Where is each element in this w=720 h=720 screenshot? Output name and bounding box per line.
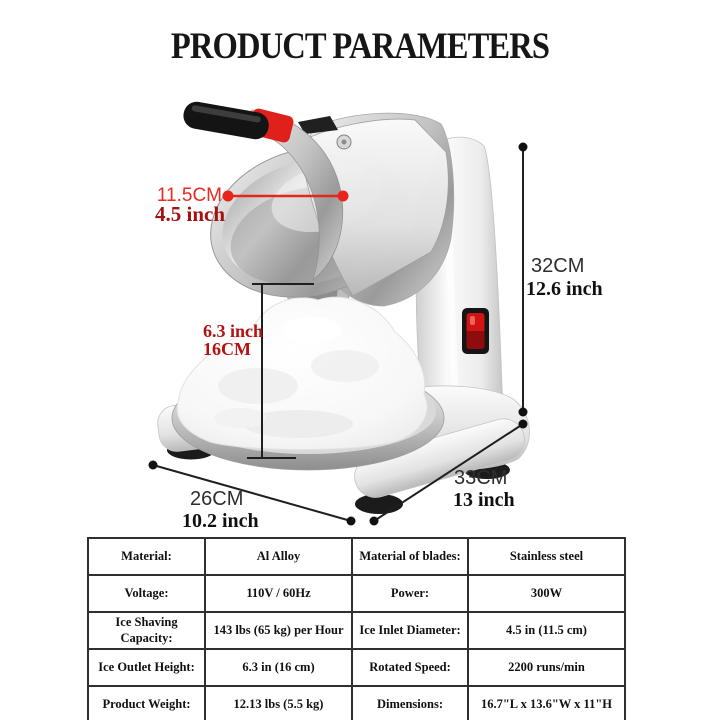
handle-grip[interactable] bbox=[181, 100, 270, 142]
machine-height-cm-label: 32CM bbox=[531, 255, 585, 277]
power-switch[interactable] bbox=[462, 308, 489, 354]
spec-label: Ice Outlet Height: bbox=[88, 649, 205, 686]
spec-label: Ice Shaving Capacity: bbox=[88, 612, 205, 649]
spec-label: Product Weight: bbox=[88, 686, 205, 720]
spec-value: 143 lbs (65 kg) per Hour bbox=[205, 612, 352, 649]
spec-row bbox=[88, 575, 625, 612]
outlet-height-inch-label: 6.3 inch bbox=[203, 321, 264, 341]
spec-label: Material: bbox=[88, 538, 205, 575]
spec-label: Rotated Speed: bbox=[352, 649, 468, 686]
spec-row bbox=[88, 612, 625, 649]
base-depth-inch-label: 10.2 inch bbox=[182, 510, 259, 532]
machine-height-inch-label: 12.6 inch bbox=[526, 278, 603, 300]
spec-value: Al Alloy bbox=[205, 538, 352, 575]
spec-value: Stainless steel bbox=[468, 538, 625, 575]
spec-label: Material of blades: bbox=[352, 538, 468, 575]
spec-label: Ice Inlet Diameter: bbox=[352, 612, 468, 649]
spec-row bbox=[88, 686, 625, 720]
spec-row bbox=[88, 649, 625, 686]
spec-label: Voltage: bbox=[88, 575, 205, 612]
spec-value: 4.5 in (11.5 cm) bbox=[468, 612, 625, 649]
spec-row bbox=[88, 538, 625, 575]
spec-label: Power: bbox=[352, 575, 468, 612]
ice-shaver-machine bbox=[156, 100, 530, 514]
base-width-inch-label: 13 inch bbox=[453, 489, 515, 511]
base-depth-cm-label: 26CM bbox=[190, 488, 244, 510]
spec-value: 16.7"L x 13.6"W x 11"H bbox=[468, 686, 625, 720]
outlet-height-cm-label: 16CM bbox=[203, 339, 251, 359]
spec-value: 300W bbox=[468, 575, 625, 612]
base-width-cm-label: 33CM bbox=[454, 467, 508, 489]
page-title: PRODUCT PARAMETERS bbox=[170, 26, 550, 67]
spec-value: 6.3 in (16 cm) bbox=[205, 649, 352, 686]
spec-value: 110V / 60Hz bbox=[205, 575, 352, 612]
spec-value: 12.13 lbs (5.5 kg) bbox=[205, 686, 352, 720]
spec-table bbox=[87, 537, 626, 720]
spec-value: 2200 runs/min bbox=[468, 649, 625, 686]
spec-label: Dimensions: bbox=[352, 686, 468, 720]
inlet-diameter-cm-label: 11.5CM bbox=[156, 185, 222, 206]
inlet-diameter-inch-label: 4.5 inch bbox=[154, 202, 225, 226]
